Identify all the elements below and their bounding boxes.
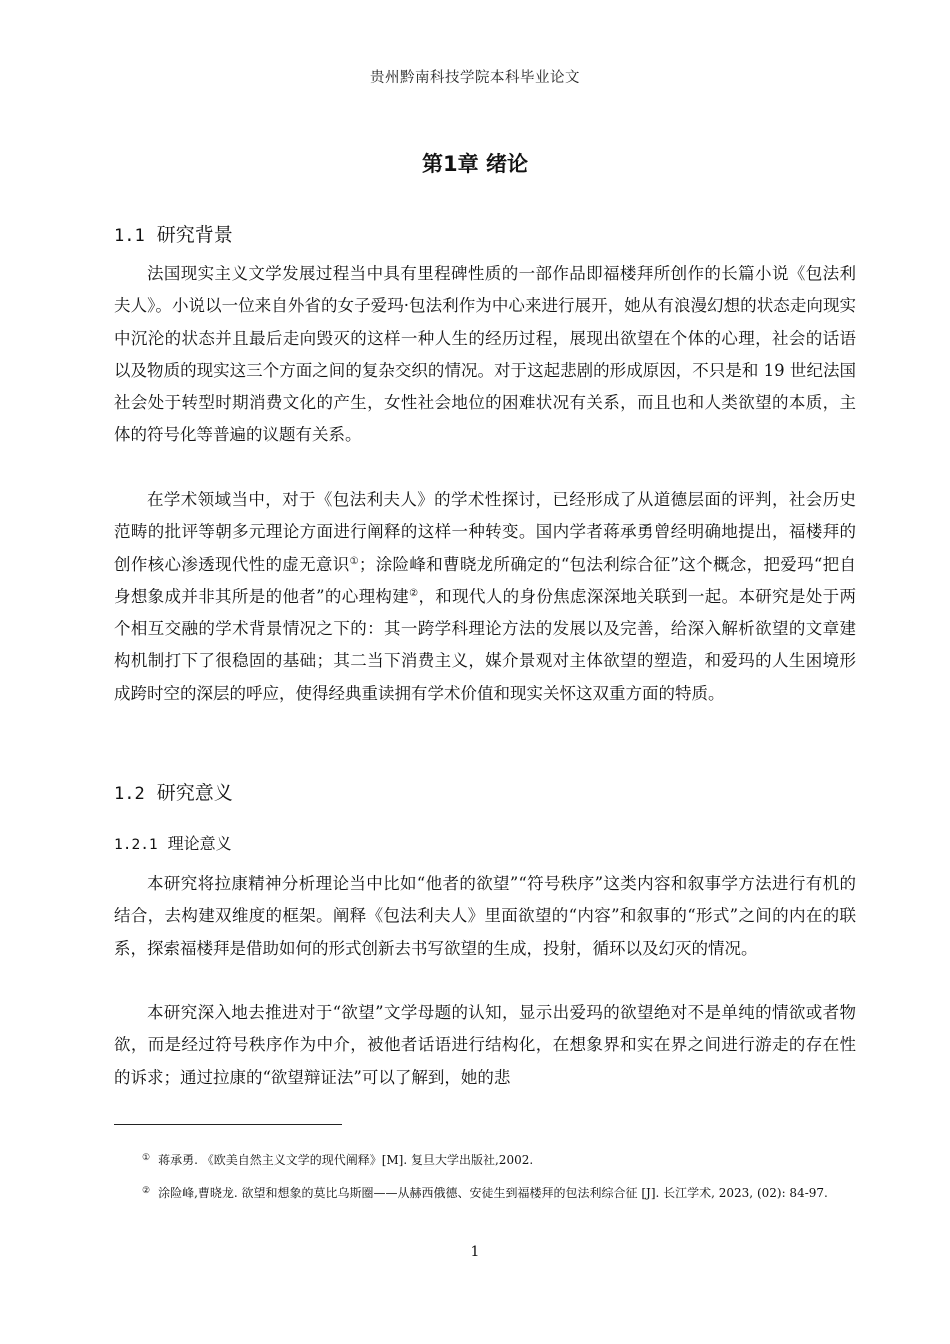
paragraph-text: ，和现代人的身份焦虑深深地关联到一起。本研究是处于两个相互交融的学术背景情况之下的：其一跨学科理论方法的发展以及完善，给深入解析欲望的文章建构机制打下了很稳固的基础；其二当下消费主义，媒介景观对主体欲望的塑造，和爱玛的人生困境形成跨时空的深层的呼应，使得经典重读拥有学术价值和现实关怀这双重方面的特质。 [114,586,857,703]
paragraph-theory-1: 本研究将拉康精神分析理论当中比如“他者的欲望”“符号秩序”这类内容和叙事学方法进行有机的结合，去构建双维度的框架。阐释《包法利夫人》里面欲望的“内容”和叙事的“形式”之间的内在的联系，探索福楼拜是借助如何的形式创新去书写欲望的生成，投射，循环以及幻灭的情况。 [114,874,856,958]
footnote-2 [114,1175,856,1209]
page-number: 1 [470,1244,480,1260]
paragraph-theory-2: 本研究深入地去推进对于“欲望”文学母题的认知，显示出爱玛的欲望绝对不是单纯的情欲或者物欲，而是经过符号秩序作为中介，被他者话语进行结构化，在想象界和实在界之间进行游走的存在性的诉求；通过拉康的“欲望辩证法”可以了解到，她的悲 [114,1003,856,1087]
subsection-title: 理论意义 [167,834,232,853]
footnote-divider [114,1124,342,1125]
section-title: 研究背景 [156,224,233,246]
section-number: 1.1 [114,226,145,246]
subsection-number: 1.2.1 [114,837,158,853]
footnote-text: 蒋承勇. 《欧美自然主义文学的现代阐释》[M]. 复旦大学出版社,2002. [158,1153,534,1167]
subsection-heading-1-2-1 [114,831,232,854]
footnote-ref-2: ② [409,587,419,599]
footnote-text: 涂险峰,曹晓龙. 欲望和想象的莫比乌斯圈——从赫西俄德、安徒生到福楼拜的包法利综合征 [J]. 长江学术, 2023, (02): 84-97. [158,1186,828,1200]
section-number: 1.2 [114,784,145,804]
paragraph-background-1: 法国现实主义文学发展过程当中具有里程碑性质的一部作品即福楼拜所创作的长篇小说《包法利夫人》。小说以一位来自外省的女子爱玛·包法利作为中心来进行展开，她从有浪漫幻想的状态走向现实中沉沦的状态并且最后走向毁灭的这样一种人生的经历过程，展现出欲望在个体的心理，社会的话语以及物质的现实这三个方面之间的复杂交织的情况。对于这起悲剧的形成原因，不只是和 19 世纪法国社会处于转型时期消费文化的产生，女性社会地位的困难状况有关系，而且也和人类欲望的本质，主体的符号化等普遍的议题有关系。 [114,264,856,445]
footnote-mark: ① [142,1153,151,1163]
section-heading-1-2 [114,778,233,805]
section-heading-1-1 [114,220,233,247]
running-header: 贵州黔南科技学院本科毕业论文 [370,70,580,86]
paragraph-text: ；涂险峰和曹晓龙所确定的“包法利综合征”这个概念，把爱玛“把自身想象成并非其所是的他者”的心理构建 [114,554,857,606]
footnote-1 [114,1142,856,1176]
paragraph-background-2 [114,484,856,710]
section-title: 研究意义 [156,782,233,804]
footnote-mark: ② [142,1186,151,1196]
footnote-ref-1: ① [349,555,359,567]
chapter-title: 第1章 绪论 [422,152,528,176]
paragraph-text: 在学术领域当中，对于《包法利夫人》的学术性探讨，已经形成了从道德层面的评判，社会历史范畴的批评等朝多元理论方面进行阐释的这样一种转变。国内学者蒋承勇曾经明确地提出，福楼拜的创作核心渗透现代性的虚无意识 [114,490,856,574]
